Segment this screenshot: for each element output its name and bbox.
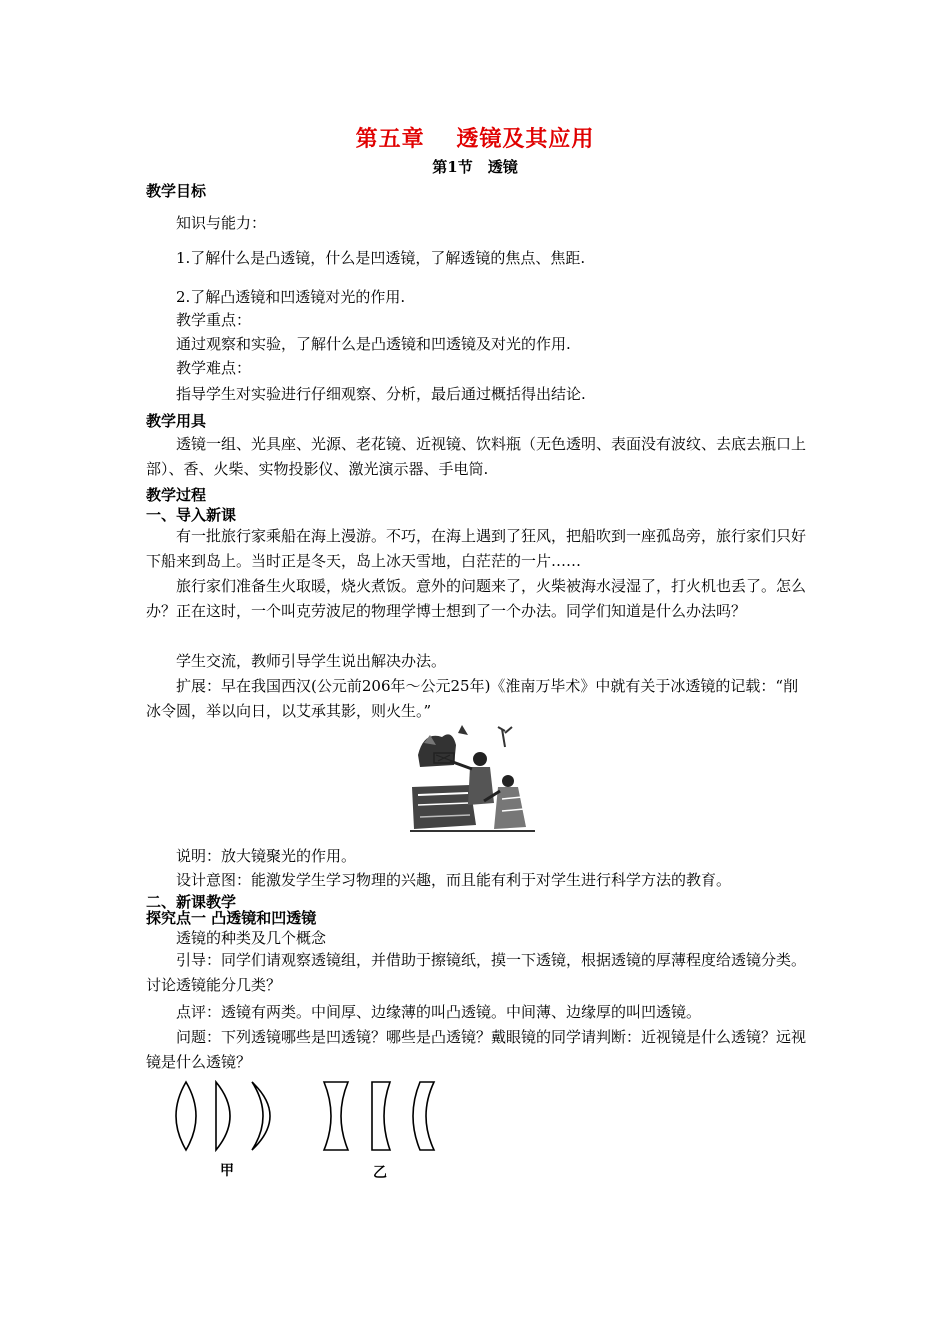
goals-heading: 教学目标 <box>146 182 207 200</box>
key-points-label: 教学重点： <box>176 311 252 329</box>
intro-paragraph-4: 扩展：早在我国西汉(公元前206年～公元25年)《淮南万毕术》中就有关于冰透镜的记载：“削冰令圆，举以向日，以艾承其影，则火生。” <box>146 677 799 720</box>
design-intent: 设计意图：能激发学生学习物理的兴趣，而且能有利于对学生进行科学方法的教育。 <box>176 871 732 889</box>
lens-shapes-figure <box>172 1080 442 1152</box>
section2-heading: 二、新课教学 <box>146 893 237 911</box>
intro-paragraph-3: 学生交流，教师引导学生说出解决办法。 <box>176 652 447 670</box>
section-title: 第1节 透镜 <box>432 158 518 176</box>
section1-heading: 一、导入新课 <box>146 506 237 524</box>
chapter-title: 第五章 透镜及其应用 <box>355 126 595 152</box>
ice-lens-illustration <box>410 725 535 835</box>
illustration-caption: 说明：放大镜聚光的作用。 <box>176 847 357 865</box>
plano-convex-lens <box>216 1082 230 1150</box>
key-points-text: 通过观察和实验，了解什么是凸透镜和凹透镜及对光的作用. <box>176 335 571 353</box>
goal-item-1: 1.了解什么是凸透镜，什么是凹透镜，了解透镜的焦点、焦距. <box>176 249 586 267</box>
convex-meniscus-lens <box>252 1082 270 1150</box>
biconvex-lens <box>176 1082 196 1150</box>
goal-item-2: 2.了解凸透镜和凹透镜对光的作用. <box>176 288 406 306</box>
guide-paragraph: 引导：同学们请观察透镜组，并借助于擦镜纸，摸一下透镜，根据透镜的厚薄程度给透镜分类。讨论透镜能分几类？ <box>146 951 807 994</box>
intro-paragraph-2: 旅行家们准备生火取暖，烧火煮饭。意外的问题来了，火柴被海水浸湿了，打火机也丢了。怎么办？正在这时，一个叫克劳波尼的物理学博士想到了一个办法。同学们知道是什么办法吗？ <box>146 577 807 620</box>
explore-heading: 探究点一 凸透镜和凹透镜 <box>146 909 317 927</box>
question-paragraph: 问题：下列透镜哪些是凹透镜？哪些是凸透镜？戴眼镜的同学请判断：近视镜是什么透镜？远视镜是什么透镜？ <box>146 1028 807 1071</box>
intro-paragraph-1: 有一批旅行家乘船在海上漫游。不巧，在海上遇到了狂风，把船吹到一座孤岛旁，旅行家们只好下船来到岛上。当时正是冬天，岛上冰天雪地，白茫茫的一片…… <box>146 527 807 570</box>
tools-heading: 教学用具 <box>146 412 207 430</box>
concept-title: 透镜的种类及几个概念 <box>176 929 327 947</box>
knowledge-label: 知识与能力： <box>176 214 267 232</box>
group-a-label: 甲 <box>220 1163 234 1179</box>
concave-meniscus-lens <box>413 1082 434 1150</box>
biconcave-lens <box>324 1082 348 1150</box>
tools-text: 透镜一组、光具座、光源、老花镜、近视镜、饮料瓶（无色透明、表面没有波纹、去底去瓶口上部）、香、火柴、实物投影仪、激光演示器、手电筒. <box>146 435 807 478</box>
comment-paragraph: 点评：透镜有两类。中间厚、边缘薄的叫凸透镜。中间薄、边缘厚的叫凹透镜。 <box>176 1003 702 1021</box>
difficulty-text: 指导学生对实验进行仔细观察、分析，最后通过概括得出结论. <box>176 385 586 403</box>
difficulty-label: 教学难点： <box>176 359 252 377</box>
plano-concave-lens <box>372 1082 390 1150</box>
process-heading: 教学过程 <box>146 486 207 504</box>
group-b-label: 乙 <box>373 1165 387 1181</box>
